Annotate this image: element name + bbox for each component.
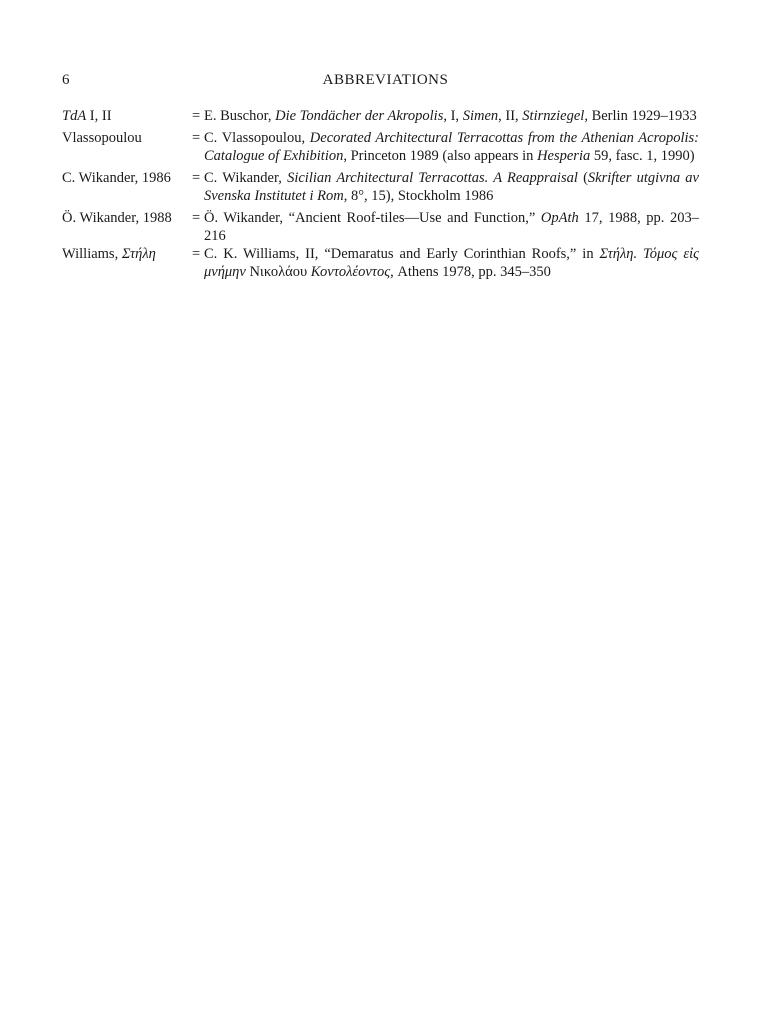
definition-text-segment: Νικολάου bbox=[245, 264, 311, 280]
abbreviation-entry bbox=[62, 169, 699, 205]
abbreviation-term bbox=[62, 107, 192, 125]
equals-separator: = bbox=[192, 210, 201, 226]
abbreviation-entry bbox=[62, 245, 699, 281]
abbreviation-term bbox=[62, 169, 192, 205]
abbreviations-list bbox=[62, 107, 699, 281]
abbreviation-definition bbox=[204, 107, 699, 125]
abbreviation-entry bbox=[62, 209, 699, 245]
abbreviation-definition bbox=[204, 169, 699, 205]
definition-text-segment: E. Buschor, bbox=[204, 108, 276, 124]
definition-italic-segment: Die Tondächer der Akropolis bbox=[275, 108, 444, 124]
definition-text-segment: 59, fasc. 1, 1990) bbox=[590, 148, 695, 164]
definition-italic-segment: OpAth bbox=[540, 210, 579, 226]
equals-separator: = bbox=[192, 108, 201, 124]
definition-text-segment: , II, bbox=[498, 108, 523, 124]
abbreviation-term bbox=[62, 245, 192, 281]
abbreviation-term-text: Williams, bbox=[62, 246, 122, 262]
definition-text-segment: C. Vlassopoulou, bbox=[204, 130, 310, 146]
abbreviation-term-italic: TdA bbox=[62, 108, 87, 124]
definition-text-segment: ( bbox=[577, 170, 588, 186]
equals-separator: = bbox=[192, 130, 201, 146]
abbreviation-definition bbox=[204, 209, 699, 245]
equals-separator: = bbox=[192, 246, 201, 262]
definition-italic-segment: Κοντολέοντος bbox=[310, 264, 391, 280]
definition-italic-segment: Decorated Architectural Terracottas from the Athenian Acropolis: Catalogue of Exhibition bbox=[204, 130, 699, 164]
definition-italic-segment: Hesperia bbox=[537, 148, 591, 164]
definition-text-segment: Ö. Wikander, “Ancient Roof-tiles—Use and Function,” bbox=[204, 210, 541, 226]
equals-separator: = bbox=[192, 170, 201, 186]
definition-italic-segment: Skrifter utgivna av Svenska Institutet i Rom bbox=[204, 170, 699, 204]
abbreviation-definition bbox=[204, 129, 699, 165]
page-number: 6 bbox=[62, 72, 70, 88]
definition-italic-segment: Simen bbox=[462, 108, 499, 124]
abbreviation-term-text: Vlassopoulou bbox=[62, 130, 142, 146]
abbreviation-term-text: I, II bbox=[86, 108, 112, 124]
running-title: ABBREVIATIONS bbox=[322, 72, 449, 88]
definition-text-segment: , Princeton 1989 (also appears in bbox=[343, 148, 538, 164]
definition-text-segment: , 8°, 15), Stockholm 1986 bbox=[343, 188, 494, 204]
abbreviation-term-text: C. Wikander, 1986 bbox=[62, 170, 171, 186]
definition-text-segment: C. K. Williams, II, “Demaratus and Early Corinthian Roofs,” in bbox=[204, 246, 600, 262]
abbreviation-term-italic: Στήλη bbox=[121, 246, 156, 262]
abbreviation-term bbox=[62, 209, 192, 245]
definition-italic-segment: Stirnziegel bbox=[522, 108, 585, 124]
abbreviation-term bbox=[62, 129, 192, 165]
abbreviation-term-text: Ö. Wikander, 1988 bbox=[62, 210, 172, 226]
definition-text-segment: C. Wikander, bbox=[204, 170, 288, 186]
definition-text-segment: , I, bbox=[443, 108, 463, 124]
definition-italic-segment: Sicilian Architectural Terracottas. A Reappraisal bbox=[287, 170, 578, 186]
abbreviation-entry bbox=[62, 107, 699, 125]
abbreviation-definition bbox=[204, 245, 699, 281]
definition-italic-segment: Στήλη. Τόμος εἰς μνήμην bbox=[204, 246, 699, 280]
page-header bbox=[62, 72, 699, 94]
abbreviation-entry bbox=[62, 129, 699, 165]
definition-text-segment: , Athens 1978, pp. 345–350 bbox=[390, 264, 551, 280]
definition-text-segment: 17, 1988, pp. 203–216 bbox=[204, 210, 699, 244]
definition-text-segment: , Berlin 1929–1933 bbox=[584, 108, 697, 124]
